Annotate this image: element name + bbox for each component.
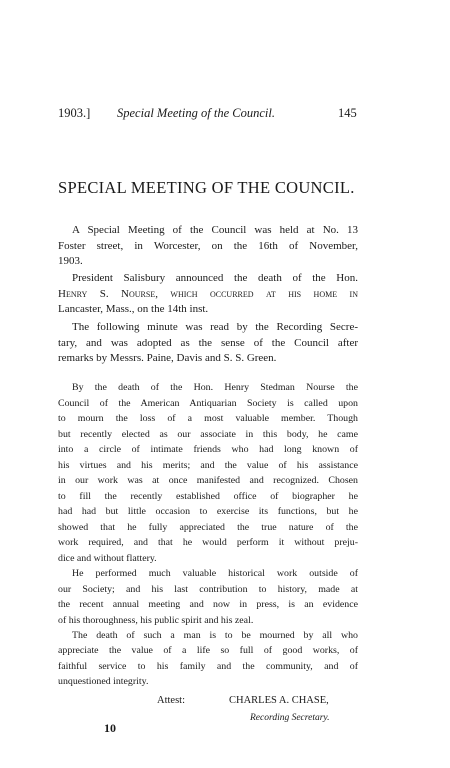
text-line: his virtues and his merits; and the value of his assistance [58, 459, 358, 471]
text-line: into a circle of intimate friends who had long known of [58, 444, 358, 455]
text-line: had had but little occasion to exercise its functions, but he [58, 506, 358, 517]
text-line: By the death of the Hon. Henry Stedman Nourse the [72, 382, 358, 393]
text-line: Henry S. Nourse, which occurred at his home in [58, 287, 358, 300]
text-line: He performed much valuable historical work outside of [72, 568, 358, 579]
minute-paragraph [58, 320, 358, 367]
page-number: 145 [338, 106, 357, 120]
memorial-paragraph-1 [58, 380, 358, 566]
text-line: President Salisbury announced the death of the Hon. [72, 272, 358, 284]
memorial-paragraph-3-cont [58, 643, 358, 690]
text-line: faithful service to his family and the community, and of [58, 660, 358, 672]
header-year: 1903.] [58, 106, 91, 120]
text-line: our Society; and his last contribution to history, made at [58, 583, 358, 595]
text-line: but recently elected as our associate in this body, he came [58, 428, 358, 440]
text-line: Lancaster, Mass., on the 14th inst. [58, 303, 209, 316]
president-paragraph [58, 271, 358, 318]
intro-paragraph [58, 223, 358, 270]
page-title: SPECIAL MEETING OF THE COUNCIL. [58, 178, 355, 197]
text-line: Foster street, in Worcester, on the 16th of November, [58, 239, 358, 252]
memorial-paragraph-3 [58, 628, 358, 644]
text-line: in our work was at once manifested and recognized. Chosen [58, 475, 358, 486]
text-line: to mourn the loss of a most valuable member. Though [58, 413, 358, 424]
text-line: Council of the American Antiquarian Society is called upon [58, 397, 358, 409]
text-line: showed that he fully appreciated the true nature of the [58, 521, 358, 533]
text-line: the recent annual meeting and now in press, is an evidence [58, 599, 358, 610]
text-line: unquestioned integrity. [58, 676, 149, 687]
attest-label: Attest: [157, 695, 185, 706]
attest-name: CHARLES A. CHASE, [229, 695, 329, 706]
text-line: 1903. [58, 255, 83, 268]
text-line: appreciate the value of a life so full of good works, of [58, 645, 358, 656]
text-line: dice and without flattery. [58, 552, 157, 564]
text-line: of his thoroughness, his public spirit and his zeal. [58, 614, 254, 626]
signature-mark: 10 [104, 721, 116, 735]
text-line: work required, and that he would perform it without preju- [58, 537, 358, 548]
text-line: The death of such a man is to be mourned by all who [72, 630, 358, 641]
text-line: to fill the recently established office of biographer he [58, 490, 358, 502]
attest-role: Recording Secretary. [250, 713, 330, 723]
text-line: A Special Meeting of the Council was held at No. 13 [72, 224, 358, 236]
running-title: Special Meeting of the Council. [117, 106, 275, 120]
memorial-paragraph-2 [58, 566, 358, 628]
text-line: The following minute was read by the Recording Secre- [72, 321, 358, 333]
text-line: tary, and was adopted as the sense of the Council after [58, 336, 358, 349]
text-line: remarks by Messrs. Paine, Davis and S. S. Green. [58, 352, 277, 365]
